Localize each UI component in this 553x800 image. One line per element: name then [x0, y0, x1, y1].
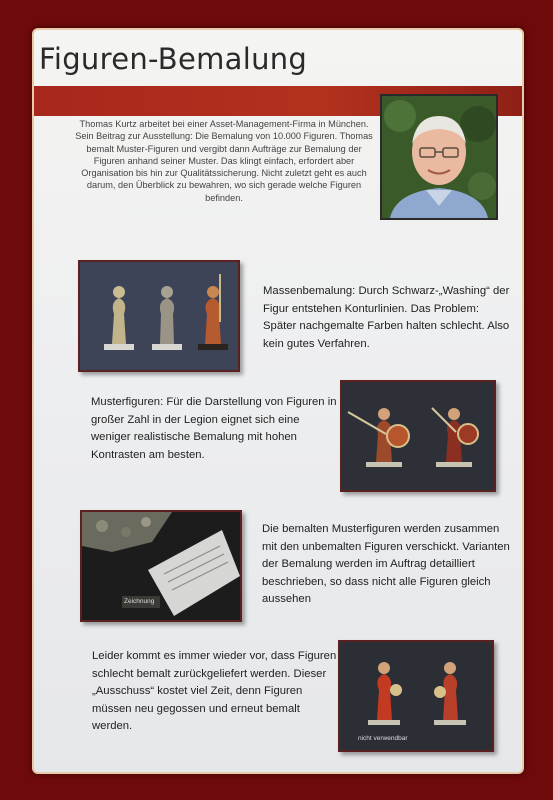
mass-painting-caption: Massenbemalung: Durch Schwarz-„Washing“ der Figur entstehen Konturlinien. Das Problem: Später nachgemalte Farben halten schlecht. Also kein gutes Verfahren. [263, 285, 510, 350]
sample-figures-photo [340, 380, 496, 492]
note-label: Zeichnung [124, 598, 155, 605]
exhibit-panel [32, 28, 524, 774]
sample-figures-illustration [342, 382, 494, 490]
portrait-illustration [382, 96, 496, 218]
figures-illustration [80, 262, 238, 370]
shipping-photo [80, 510, 242, 622]
rejects-illustration [340, 642, 492, 750]
panel-title: Figuren-Bemalung [39, 42, 308, 76]
sample-figures-caption: Musterfiguren: Für die Darstellung von Figuren in großer Zahl in der Legion eignet sich eine weniger realistische Bemalung mit hohen Kontrasten am besten. [91, 396, 337, 461]
not-usable-label: nicht verwendbar [358, 735, 408, 742]
intro-text: Thomas Kurtz arbeitet bei einer Asset-Management-Firma in München. Sein Beitrag zur Ausstellung: Die Bemalung von 10.000 Figuren. Thomas bemalt Muster-Figuren und vergibt dann Aufträge zur Bemalung der Figuren anhand seiner Muster. Das klingt einfach, erfordert aber Organisation bis hin zur Qualitätssicherung. Nicht zuletzt geht es auch darum, den Überblick zu bewahren, wo sich gerade welche Figuren befinden. [75, 119, 373, 203]
shipping-caption: Die bemalten Musterfiguren werden zusammen mit den unbemalten Figuren verschickt. Varianten der Bemalung werden im Auftrag detailliert beschrieben, so dass nicht alle Figuren gleich aussehen [262, 523, 510, 605]
shipping-illustration [82, 512, 240, 620]
rejects-photo [338, 640, 494, 752]
rejects-caption: Leider kommt es immer wieder vor, dass Figuren schlecht bemalt zurückgeliefert werden. Dieser „Ausschuss“ kostet viel Zeit, denn Figuren müssen neu gegossen und erneut bemalt werden. [92, 650, 337, 732]
mass-painting-photo [78, 260, 240, 372]
portrait-photo [380, 94, 498, 220]
